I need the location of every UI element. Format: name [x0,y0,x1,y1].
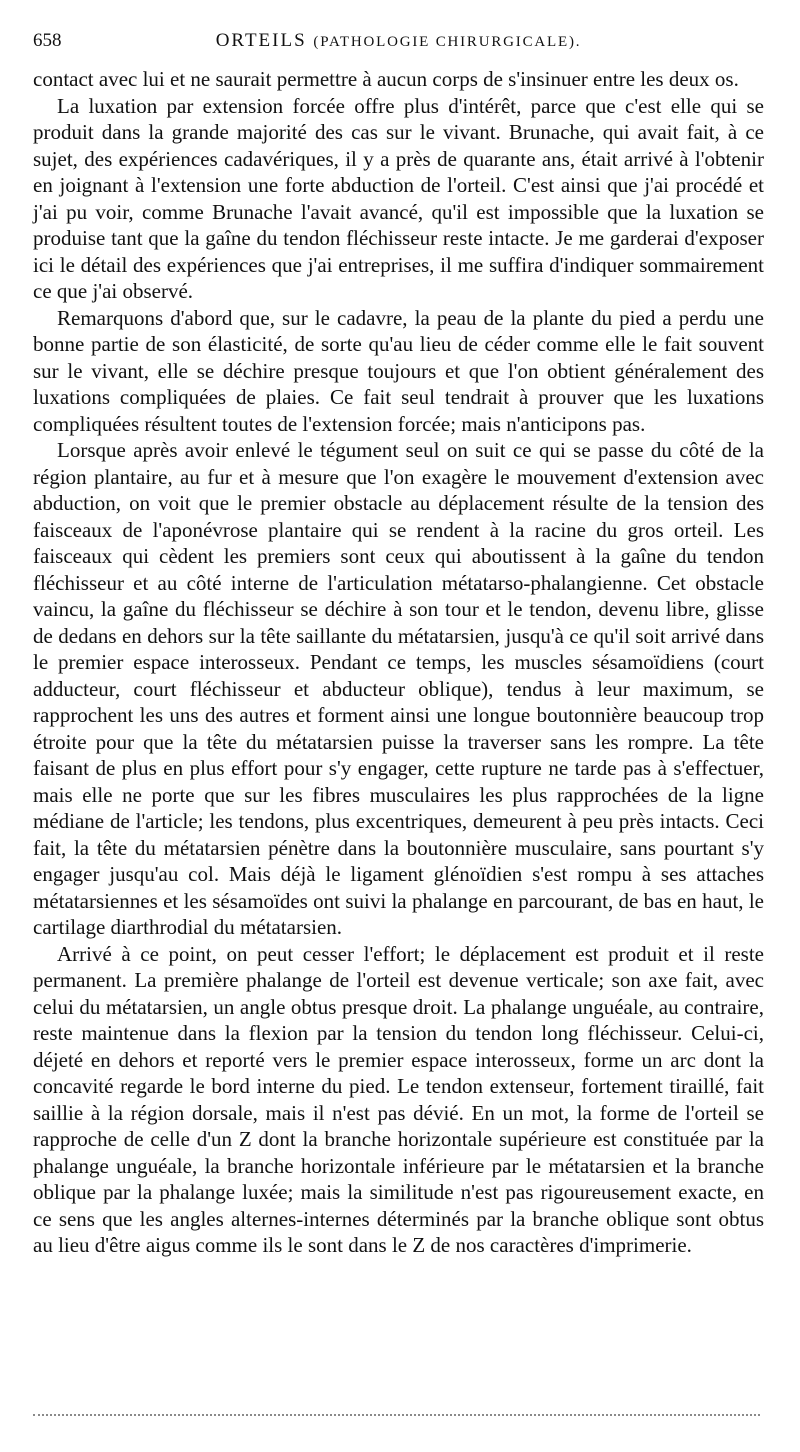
paragraph-4: Lorsque après avoir enlevé le tégument seul on suit ce qui se passe du côté de la région plantaire, au fur et à mesure que l'on exagère le mouvement d'extension avec abduction, on voit que le premier obstacle au déplacement résulte de la tension des faisceaux de l'aponévrose plantaire qui se rendent à la racine du gros orteil. Les faisceaux qui cèdent les premiers sont ceux qui aboutissent à la gaîne du tendon fléchisseur et au côté interne de l'articulation métatarso-phalangienne. Cet obstacle vaincu, la gaîne du fléchisseur se déchire à son tour et le tendon, devenu libre, glisse de dedans en dehors sur la tête saillante du métatarsien, jusqu'à ce qu'il soit arrivé dans le premier espace interosseux. Pendant ce temps, les muscles sésamoïdiens (court adducteur, court fléchisseur et abducteur oblique), tendus à leur maximum, se rapprochent les uns des autres et forment ainsi une longue boutonnière beaucoup trop étroite pour que la tête du métatarsien puisse la traverser sans les rompre. La tête faisant de plus en plus effort pour s'y engager, cette rupture ne tarde pas à s'effectuer, mais elle ne porte que sur les fibres musculaires les plus rapprochées de la ligne médiane de l'article; les tendons, plus excentriques, demeurent à peu près intacts. Ceci fait, la tête du métatarsien pénètre dans la boutonnière musculaire, sans pourtant s'y engager jusqu'au col. Mais déjà le ligament glénoïdien s'est rompu à ses attaches métatarsiennes et les sésamoïdes ont suivi la phalange en parcourant, de bas en haut, le cartilage diarthrodial du métatarsien. [33,438,764,939]
running-title-subtitle: (PATHOLOGIE CHIRURGICALE). [313,34,582,50]
running-head [33,30,764,60]
running-title [33,30,764,52]
body-text [33,66,764,1259]
page-number: 658 [33,30,62,51]
paragraph-1: contact avec lui et ne saurait permettre à aucun corps de s'insinuer entre les deux os. [33,67,739,91]
paragraph-3: Remarquons d'abord que, sur le cadavre, la peau de la plante du pied a perdu une bonne partie de son élasticité, de sorte qu'au lieu de céder comme elle le fait souvent sur le vivant, elle se déchire presque toujours et que l'on obtient généralement des luxations compliquées de plaies. Ce fait seul tendrait à prouver que les luxations compliquées résultent toutes de l'extension forcée; mais n'anticipons pas. [33,305,764,436]
paragraph-2: La luxation par extension forcée offre plus d'intérêt, parce que c'est elle qui se produit dans la grande majorité des cas sur le vivant. Brunache, qui avait fait, à ce sujet, des expériences cadavériques, il y a près de quarante ans, était arrivé à l'obtenir en joignant à l'extension une forte abduction de l'orteil. C'est ainsi que j'ai procédé et j'ai pu voir, comme Brunache l'avait avancé, qu'il est impossible que la luxation se produise tant que la gaîne du tendon fléchisseur reste intacte. Je me garderai d'exposer ici le détail des expériences que j'ai entreprises, il me suffira d'indiquer sommairement ce que j'ai observé. [33,93,764,303]
running-title-main: ORTEILS [215,30,307,51]
paragraph-5: Arrivé à ce point, on peut cesser l'effort; le déplacement est produit et il reste permanent. La première phalange de l'orteil est devenue verticale; son axe fait, avec celui du métatarsien, un angle obtus presque droit. La phalange unguéale, au contraire, reste maintenue dans la flexion par la tension du tendon long fléchisseur. Celui-ci, déjeté en dehors et reporté vers le premier espace interosseux, forme un arc dont la concavité regarde le bord interne du pied. Le tendon extenseur, fortement tiraillé, fait saillie à la région dorsale, mais il n'est pas dévié. En un mot, la forme de l'orteil se rapproche de celle d'un Z dont la branche horizontale supérieure est constituée par la phalange unguéale, la branche horizontale inférieure par le métatarsien et la branche oblique par la phalange luxée; mais la similitude n'est pas rigoureusement exacte, en ce sens que les angles alternes-internes déterminés par la branche oblique sont obtus au lieu d'être aigus comme ils le sont dans le Z de nos caractères d'imprimerie. [33,941,764,1257]
footer-dotted-rule [33,1414,760,1416]
